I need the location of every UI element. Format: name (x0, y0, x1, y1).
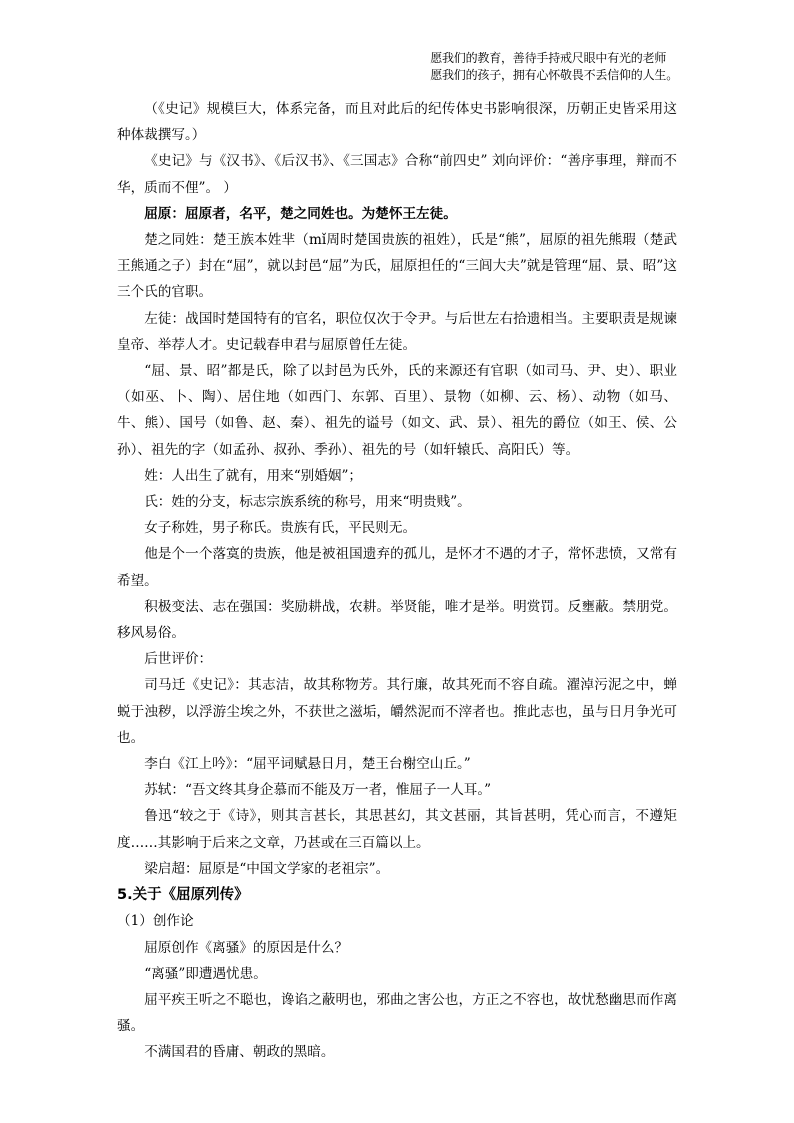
paragraph: 氏：姓的分支，标志宗族系统的称号，用来“明贵贱”。 (144, 494, 471, 511)
paragraph: “离骚”即遭遇忧患。 (144, 965, 267, 982)
paragraph: 鲁迅“较之于《诗》，则其言甚长，其思甚幻，其文甚丽，其旨甚明，凭心而言，不遵矩度……其影响于后来之文章，乃甚或在三百篇以上。 (117, 808, 677, 851)
paragraph: （《史记》规模巨大，体系完备，而且对此后的纪传体史书影响很深，历朝正史皆采用这种体裁撰写。） (117, 101, 677, 144)
paragraph: 不满国君的昏庸、朝政的黑暗。 (144, 1044, 335, 1061)
header-line-2: 愿我们的孩子，拥有心怀敬畏不丢信仰的人生。 (430, 68, 678, 82)
section-heading: 5.关于《屈原列传》 (117, 887, 249, 904)
paragraph: 李白《江上吟》：“屈平词赋悬日月，楚王台榭空山丘。” (144, 756, 471, 773)
paragraph: 屈平疾王听之不聪也，谗谄之蔽明也，邪曲之害公也，方正之不容也，故忧愁幽思而作离骚。 (117, 991, 677, 1035)
bold-paragraph: 屈原：屈原者，名平，楚之同姓也。为楚怀王左徒。 (144, 205, 457, 222)
paragraph: 《史记》与《汉书》、《后汉书》、《三国志》合称“前四史” 刘向评价：“善序事理，辩而不华，质而不俚”。 ） (117, 153, 677, 196)
paragraph: 他是个一个落寞的贵族，他是被祖国遗弃的孤儿，是怀才不遇的才子，常怀悲愤，又常有希望。 (117, 546, 677, 589)
paragraph: 后世评价： (144, 651, 213, 668)
paragraph: “屈、景、昭”都是氏，除了以封邑为氏外，氏的来源还有官职（如司马、尹、史）、职业（如巫、卜、陶）、居住地（如西门、东郭、百里）、景物（如柳、云、杨）、动物（如马、牛、熊）、国号（如鲁、赵、秦）、祖先的谥号（如文、武、景）、祖先的爵位（如王、侯、公孙）、祖先的字（如孟孙、叔孙、季孙）、祖先的号（如轩辕氏、高阳氏）等。 (117, 363, 677, 458)
subsection-heading: （1）创作论 (117, 913, 194, 930)
paragraph: 司马迁《史记》：其志洁，故其称物芳。其行廉，故其死而不容自疏。濯淖污泥之中，蝉蜕于浊秽，以浮游尘埃之外，不获世之滋垢，皭然泥而不滓者也。推此志也，虽与日月争光可也。 (117, 677, 677, 746)
paragraph: 楚之同姓：楚王族本姓芈（mǐ周时楚国贵族的祖姓），氏是“熊”，屈原的祖先熊瑕（楚武王熊通之子）封在“屈”，就以封邑“屈”为氏，屈原担任的“三闾大夫”就是管理“屈、景、昭”这三个氏的官职。 (117, 232, 677, 301)
document-body (117, 96, 677, 1066)
paragraph: 苏轼：“吾文终其身企慕而不能及万一者，惟屈子一人耳。” (144, 782, 492, 799)
page-header (430, 50, 678, 84)
paragraph: 左徒：战国时楚国特有的官名，职位仅次于令尹。与后世左右拾遗相当。主要职责是规谏皇帝、举荐人才。史记载春申君与屈原曾任左徒。 (117, 310, 677, 353)
paragraph: 积极变法、志在强国：奖励耕战，农耕。举贤能，唯才是举。明赏罚。反壅蔽。禁朋党。移风易俗。 (117, 598, 677, 642)
paragraph: 屈原创作《离骚》的原因是什么？ (144, 939, 349, 956)
paragraph: 梁启超：屈原是“中国文学家的老祖宗”。 (144, 860, 390, 877)
header-line-1: 愿我们的教育，善待手持戒尺眼中有光的老师 (430, 51, 667, 65)
paragraph: 女子称姓，男子称氏。贵族有氏，平民则无。 (144, 520, 417, 537)
paragraph: 姓：人出生了就有，用来“别婚姻”； (144, 467, 362, 484)
